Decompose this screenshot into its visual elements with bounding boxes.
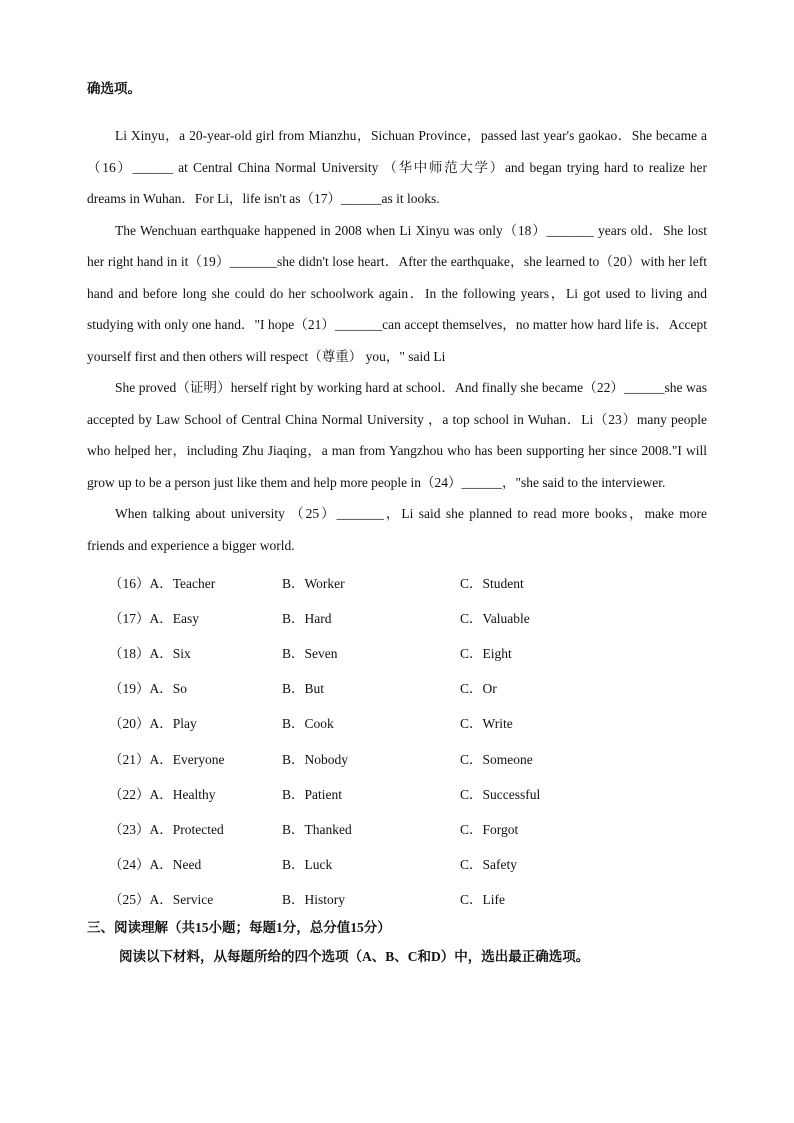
options-list: [87, 564, 707, 916]
option-row: [87, 705, 707, 740]
option-a: （17）A．Easy: [109, 610, 199, 626]
option-c: C．Valuable: [460, 610, 530, 626]
option-row: [87, 740, 707, 775]
option-c: C．Or: [460, 681, 497, 697]
section-3-instruction: 阅读以下材料，从每题所给的四个选项（A、B、C和D）中，选出最正确选项。: [119, 948, 590, 964]
option-a: （19）A．So: [109, 681, 188, 697]
option-b: B．Luck: [282, 857, 333, 873]
option-row: [87, 775, 707, 810]
option-a: （20）A．Play: [109, 716, 197, 732]
intro-tail: 确选项。: [87, 81, 141, 96]
passage-paragraph-3: She proved（证明）herself right by working hard at school．And finally she became（22）______she was accepted by Law School of Central China Normal University ，a top school in Wuhan．Li（23）many people who helped her，including Zhu Jiaqing，a man from Yangzhou who has been supporting her since 2008."I will grow up to be a person just like them and help more people in（24）______，"she said to the interviewer.: [87, 380, 707, 490]
option-b: B．Cook: [282, 716, 334, 732]
option-a: （21）A．Everyone: [109, 751, 225, 767]
passage-paragraph-4: When talking about university （25）_______，Li said she planned to read more books，make more friends and experience a bigger world.: [87, 506, 707, 553]
option-c: C．Life: [460, 892, 505, 908]
option-c: C．Student: [460, 575, 524, 591]
option-b: B．Seven: [282, 645, 338, 661]
option-a: （25）A．Service: [109, 892, 214, 908]
option-a: （22）A．Healthy: [109, 786, 216, 802]
option-c: C．Someone: [460, 751, 533, 767]
option-row: [87, 810, 707, 845]
passage-paragraph-2: The Wenchuan earthquake happened in 2008 when Li Xinyu was only（18）_______ years old．She lost her right hand in it（19）_______she didn't lose heart．After the earthquake，she learned to（20）with her left hand and before long she could do her schoolwork again．In the following years，Li got used to living and studying with only one hand．"I hope（21）_______can accept themselves，no matter how hard life is．Accept yourself first and then others will respect（尊重） you，" said Li: [87, 222, 707, 364]
option-a: （23）A．Protected: [109, 821, 224, 837]
option-b: B．Patient: [282, 786, 342, 802]
option-row: [87, 670, 707, 705]
option-a: （16）A．Teacher: [109, 575, 216, 591]
option-row: [87, 846, 707, 881]
option-row: [87, 881, 707, 916]
option-c: C．Forgot: [460, 821, 519, 837]
option-a: （18）A．Six: [109, 645, 191, 661]
option-b: B．Thanked: [282, 821, 352, 837]
passage-paragraph-1: Li Xinyu，a 20-year-old girl from Mianzhu，Sichuan Province，passed last year's gaokao．She became a（16）______ at Central China Normal University （华中师范大学）and began trying hard to realize her dreams in Wuhan．For Li，life isn't as（17）______as it looks.: [87, 128, 707, 206]
option-b: B．Worker: [282, 575, 345, 591]
option-b: B．Nobody: [282, 751, 349, 767]
option-row: [87, 599, 707, 634]
option-c: C．Safety: [460, 857, 517, 873]
option-c: C．Successful: [460, 786, 541, 802]
document-page: [87, 78, 707, 972]
option-b: B．Hard: [282, 610, 332, 626]
option-b: B．History: [282, 892, 346, 908]
option-row: [87, 564, 707, 599]
option-a: （24）A．Need: [109, 857, 202, 873]
option-b: B．But: [282, 681, 325, 697]
option-c: C．Write: [460, 716, 513, 732]
option-row: [87, 634, 707, 669]
option-c: C．Eight: [460, 645, 512, 661]
section-3-title: 三、阅读理解（共15小题；每题1分，总分值15分）: [87, 919, 391, 935]
